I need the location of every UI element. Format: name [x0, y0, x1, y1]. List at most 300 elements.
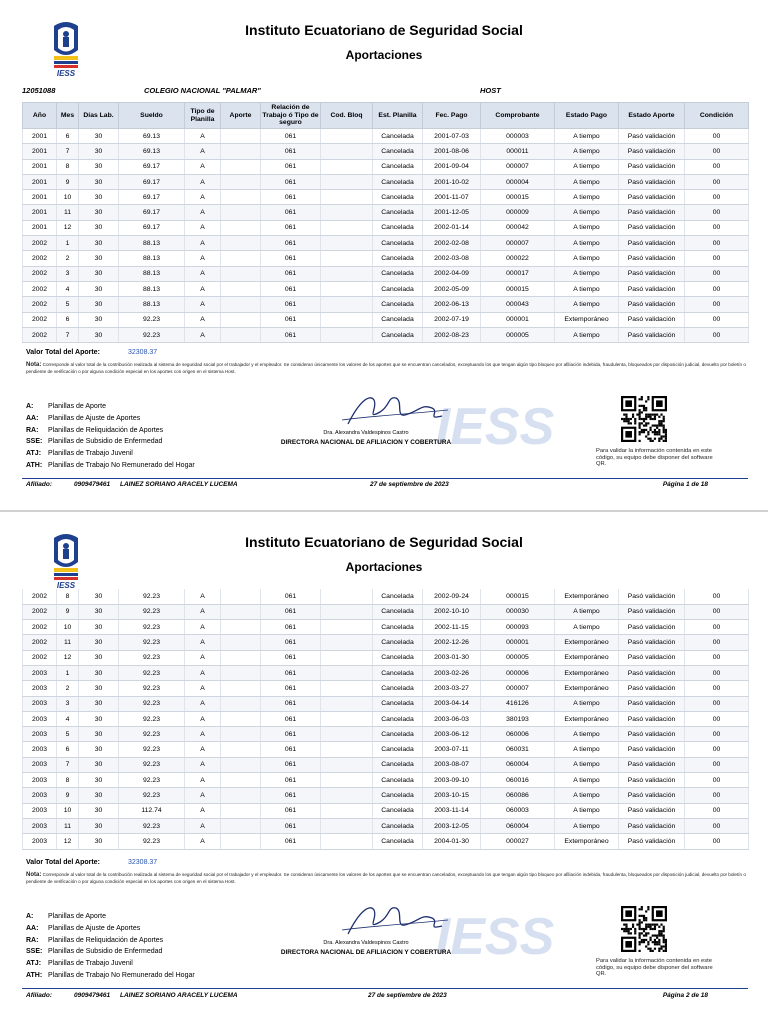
table-row [23, 190, 749, 205]
table-cell: Pasó validación [619, 803, 685, 818]
table-cell: 2002-05-09 [423, 281, 481, 296]
table-cell: A [185, 757, 221, 772]
signatory-role: DIRECTORA NACIONAL DE AFILIACION Y COBERTURA [280, 949, 452, 956]
table-cell: Cancelada [373, 696, 423, 711]
table-cell [321, 589, 373, 604]
table-cell: 2003 [23, 696, 57, 711]
table-cell: 2002-03-08 [423, 251, 481, 266]
table-cell: 69.17 [119, 220, 185, 235]
table-cell [221, 312, 261, 327]
table-cell: 2001 [23, 190, 57, 205]
table-cell: 9 [57, 788, 79, 803]
table-cell: 061 [261, 312, 321, 327]
table-cell [321, 312, 373, 327]
table-cell: A [185, 159, 221, 174]
table-cell [221, 665, 261, 680]
table-cell [221, 818, 261, 833]
note [26, 872, 748, 884]
affiliate-label: Afiliado: [26, 992, 52, 999]
table-cell [321, 742, 373, 757]
note [26, 362, 748, 374]
table-cell: 30 [79, 129, 119, 144]
table-cell: 92.23 [119, 604, 185, 619]
table-cell: Cancelada [373, 190, 423, 205]
table-cell: 061 [261, 711, 321, 726]
table-cell: A [185, 635, 221, 650]
table-cell: 2001 [23, 159, 57, 174]
column-header: Condición [685, 103, 749, 129]
table-cell: A [185, 665, 221, 680]
table-cell: 000001 [481, 635, 555, 650]
table-cell: 30 [79, 788, 119, 803]
table-cell: 00 [685, 144, 749, 159]
table-cell: 061 [261, 727, 321, 742]
table-cell: 6 [57, 742, 79, 757]
table-cell: A tiempo [555, 281, 619, 296]
table-cell: 061 [261, 205, 321, 220]
affiliate-id: 0909479461 [74, 481, 111, 488]
table-cell: 30 [79, 818, 119, 833]
table-cell: 00 [685, 236, 749, 251]
table-cell: 00 [685, 788, 749, 803]
table-cell: A tiempo [555, 266, 619, 281]
table-cell: Pasó validación [619, 589, 685, 604]
table-cell: Cancelada [373, 803, 423, 818]
table-cell: Cancelada [373, 620, 423, 635]
table-cell: 000007 [481, 681, 555, 696]
table-cell: 2002 [23, 620, 57, 635]
legend-item [26, 958, 195, 970]
table-cell: 92.23 [119, 834, 185, 849]
page-number: Página 1 de 18 [662, 481, 708, 488]
legend-key: ATJ: [26, 960, 42, 968]
table-cell: 69.17 [119, 205, 185, 220]
table-cell: 2003-08-07 [423, 757, 481, 772]
table-cell: A [185, 220, 221, 235]
table-cell: 060086 [481, 788, 555, 803]
table-cell: 061 [261, 327, 321, 342]
table-cell: A [185, 251, 221, 266]
table-cell: 061 [261, 665, 321, 680]
table-cell: 000015 [481, 589, 555, 604]
table-row [23, 312, 749, 327]
table-cell: A [185, 727, 221, 742]
table-cell: 061 [261, 589, 321, 604]
table-cell: 7 [57, 327, 79, 342]
table-cell: Pasó validación [619, 604, 685, 619]
table-cell: 9 [57, 174, 79, 189]
table-cell: A tiempo [555, 251, 619, 266]
table-cell: A [185, 174, 221, 189]
table-cell: 000027 [481, 834, 555, 849]
signature-scribble [330, 900, 460, 942]
employer-name: COLEGIO NACIONAL "PALMAR" [144, 86, 261, 95]
table-cell: 30 [79, 266, 119, 281]
table-cell [221, 159, 261, 174]
total-contribution [26, 349, 158, 356]
table-cell [221, 589, 261, 604]
table-cell: Pasó validación [619, 144, 685, 159]
footer-divider [22, 478, 748, 479]
table-cell: Pasó validación [619, 327, 685, 342]
legend-text: Planillas de Reliquidación de Aportes [48, 936, 164, 944]
table-cell: 30 [79, 665, 119, 680]
legend-key: RA: [26, 936, 39, 944]
table-cell: 00 [685, 589, 749, 604]
legend-item [26, 460, 195, 472]
table-row [23, 788, 749, 803]
table-cell: Cancelada [373, 711, 423, 726]
table-cell: Pasó validación [619, 174, 685, 189]
note-text: Corresponde al valor total de la contribución realizada al sistema de seguridad social por el trabajador y el empleador. Se consideran únicamente los valores de los aportes que se encuentran cancelados, exceptuando los que tengan algún tipo bloqueo por afiliación indebida, fraudulenta, bloqueados por disposición judicial, devuelto por boletín o pendiente de verificación o por alguna condición especial en los aportes con origen en el sistema Host. [26, 362, 746, 374]
table-cell: 061 [261, 773, 321, 788]
document-title: Instituto Ecuatoriano de Seguridad Social [245, 534, 523, 550]
table-cell: Cancelada [373, 665, 423, 680]
table-cell: 2003 [23, 757, 57, 772]
table-cell [221, 788, 261, 803]
table-cell: 5 [57, 297, 79, 312]
table-cell: 2003 [23, 773, 57, 788]
table-cell [321, 327, 373, 342]
table-cell: 2003 [23, 681, 57, 696]
table-cell: 00 [685, 297, 749, 312]
table-cell: 30 [79, 711, 119, 726]
table-cell: 2002 [23, 589, 57, 604]
table-cell: 000006 [481, 665, 555, 680]
table-cell: 12 [57, 834, 79, 849]
table-cell: 416126 [481, 696, 555, 711]
table-cell: 000005 [481, 327, 555, 342]
table-cell: 000007 [481, 159, 555, 174]
watermark-text: IESS [435, 398, 555, 456]
table-cell: 061 [261, 190, 321, 205]
legend-text: Planillas de Subsidio de Enfermedad [48, 438, 163, 446]
table-cell: 00 [685, 727, 749, 742]
table-cell: Cancelada [373, 742, 423, 757]
table-cell: 10 [57, 190, 79, 205]
table-cell: Cancelada [373, 773, 423, 788]
table-cell: 2001-09-04 [423, 159, 481, 174]
table-cell: 11 [57, 635, 79, 650]
table-cell: Cancelada [373, 681, 423, 696]
table-cell: 000043 [481, 297, 555, 312]
table-header [23, 103, 749, 129]
table-cell: 92.23 [119, 620, 185, 635]
footer [26, 992, 748, 1002]
table-cell [321, 174, 373, 189]
table-cell: 000001 [481, 312, 555, 327]
table-cell: A [185, 297, 221, 312]
table-cell: 00 [685, 190, 749, 205]
table-cell: 000093 [481, 620, 555, 635]
legend [26, 401, 195, 472]
table-cell: Cancelada [373, 174, 423, 189]
table-cell: Cancelada [373, 281, 423, 296]
legend-item [26, 425, 195, 437]
table-cell: A [185, 681, 221, 696]
table-cell: 000009 [481, 205, 555, 220]
table-row [23, 129, 749, 144]
table-cell: Pasó validación [619, 818, 685, 833]
table-cell: 92.23 [119, 635, 185, 650]
table-cell: A [185, 190, 221, 205]
table-cell [321, 711, 373, 726]
table-cell: 112.74 [119, 803, 185, 818]
table-cell: 2003-02-26 [423, 665, 481, 680]
table-cell [221, 205, 261, 220]
table-cell: 00 [685, 742, 749, 757]
table-cell: A [185, 589, 221, 604]
affiliate-id: 0909479461 [74, 992, 111, 999]
table-cell: 5 [57, 727, 79, 742]
table-cell: 10 [57, 803, 79, 818]
table-cell: 2001 [23, 205, 57, 220]
table-cell: 4 [57, 281, 79, 296]
table-cell: 2002 [23, 297, 57, 312]
table-cell: 30 [79, 190, 119, 205]
table-cell: 88.13 [119, 236, 185, 251]
column-header: Comprobante [481, 103, 555, 129]
table-cell: 2001-07-03 [423, 129, 481, 144]
table-row [23, 665, 749, 680]
table-cell: 000011 [481, 144, 555, 159]
table-cell: 060016 [481, 773, 555, 788]
table-cell: 2003-04-14 [423, 696, 481, 711]
table-cell: Cancelada [373, 159, 423, 174]
table-cell: 00 [685, 251, 749, 266]
table-cell: 12 [57, 220, 79, 235]
table-row [23, 742, 749, 757]
table-cell: 2002-07-19 [423, 312, 481, 327]
table-cell [221, 834, 261, 849]
table-cell [221, 727, 261, 742]
table-cell: 061 [261, 696, 321, 711]
table-cell: 2001 [23, 129, 57, 144]
table-cell: 00 [685, 681, 749, 696]
table-cell: 9 [57, 604, 79, 619]
table-cell: 061 [261, 803, 321, 818]
table-cell: 000017 [481, 266, 555, 281]
table-cell: Cancelada [373, 818, 423, 833]
table-cell: 000015 [481, 281, 555, 296]
table-cell [321, 665, 373, 680]
table-cell: 6 [57, 312, 79, 327]
table-cell: Cancelada [373, 144, 423, 159]
table-row [23, 144, 749, 159]
table-cell: 000004 [481, 174, 555, 189]
table-cell: 00 [685, 620, 749, 635]
table-cell: 2003-10-15 [423, 788, 481, 803]
table-cell [321, 681, 373, 696]
table-cell: 30 [79, 589, 119, 604]
table-cell: 92.23 [119, 650, 185, 665]
table-cell: A tiempo [555, 742, 619, 757]
total-label: Valor Total del Aporte: [26, 349, 100, 356]
table-cell: 061 [261, 129, 321, 144]
table-cell [321, 236, 373, 251]
table-cell: 88.13 [119, 251, 185, 266]
legend-key: RA: [26, 426, 39, 434]
table-row [23, 803, 749, 818]
table-row [23, 681, 749, 696]
table-cell: Pasó validación [619, 205, 685, 220]
table-row [23, 174, 749, 189]
table-cell: 30 [79, 681, 119, 696]
table-cell [221, 757, 261, 772]
legend-key: SSE: [26, 948, 43, 956]
table-cell: 00 [685, 604, 749, 619]
table-cell: 000042 [481, 220, 555, 235]
table-cell: Cancelada [373, 834, 423, 849]
table-cell: 2002 [23, 604, 57, 619]
affiliate-name: LAINEZ SORIANO ARACELY LUCEMA [120, 992, 238, 999]
watermark-text: IESS [435, 908, 555, 966]
signature-scribble [330, 390, 460, 432]
table-cell: 2003-12-05 [423, 818, 481, 833]
table-cell: 92.23 [119, 696, 185, 711]
table-cell: Cancelada [373, 635, 423, 650]
table-cell: 00 [685, 818, 749, 833]
table-body [23, 129, 749, 343]
table-cell: Cancelada [373, 757, 423, 772]
table-cell: 00 [685, 327, 749, 342]
table-cell: 2003-06-12 [423, 727, 481, 742]
table-cell: 2003-03-27 [423, 681, 481, 696]
affiliate-name: LAINEZ SORIANO ARACELY LUCEMA [120, 481, 238, 488]
table-cell: Pasó validación [619, 757, 685, 772]
table-cell: 8 [57, 159, 79, 174]
employer-row [22, 86, 748, 98]
table-cell [321, 757, 373, 772]
table-row [23, 773, 749, 788]
table-cell: 2001-10-02 [423, 174, 481, 189]
table-cell: A tiempo [555, 818, 619, 833]
document-title: Instituto Ecuatoriano de Seguridad Social [245, 22, 523, 38]
legend-item [26, 436, 195, 448]
column-header: Tipo de Planilla [185, 103, 221, 129]
table-cell: Pasó validación [619, 266, 685, 281]
table-cell: 2003-11-14 [423, 803, 481, 818]
table-cell: 00 [685, 773, 749, 788]
table-cell: 92.23 [119, 757, 185, 772]
table-cell [321, 251, 373, 266]
table-cell: 061 [261, 757, 321, 772]
table-cell: 2001-12-05 [423, 205, 481, 220]
table-cell: Pasó validación [619, 742, 685, 757]
table-cell: Pasó validación [619, 665, 685, 680]
table-cell [321, 281, 373, 296]
table-body [23, 589, 749, 849]
footer-date: 27 de septiembre de 2023 [370, 481, 449, 488]
table-cell: A tiempo [555, 620, 619, 635]
table-cell: 30 [79, 220, 119, 235]
table-cell [221, 604, 261, 619]
table-cell: Cancelada [373, 650, 423, 665]
table-cell: A tiempo [555, 327, 619, 342]
table-cell: 061 [261, 742, 321, 757]
table-cell [221, 236, 261, 251]
table-cell: 88.13 [119, 297, 185, 312]
table-cell: 2002-02-08 [423, 236, 481, 251]
qr-code-icon [621, 396, 667, 442]
table-cell: A [185, 711, 221, 726]
table-row [23, 620, 749, 635]
signatory-name: Dra. Alexandra Valdespinos Castro [323, 940, 409, 946]
table-cell: A [185, 803, 221, 818]
table-row [23, 297, 749, 312]
legend-key: AA: [26, 414, 39, 422]
table-cell: Cancelada [373, 266, 423, 281]
page-number: Página 2 de 18 [662, 992, 708, 999]
table-cell: Pasó validación [619, 620, 685, 635]
column-header: Relación de Trabajo ó Tipo de seguro [261, 103, 321, 129]
table-cell: 2003-07-11 [423, 742, 481, 757]
table-row [23, 205, 749, 220]
table-cell: 92.23 [119, 727, 185, 742]
legend-key: AA: [26, 924, 39, 932]
table-cell: A [185, 129, 221, 144]
table-cell: Pasó validación [619, 220, 685, 235]
table-cell [221, 144, 261, 159]
column-header: Días Lab. [79, 103, 119, 129]
table-cell: Cancelada [373, 205, 423, 220]
table-cell: 30 [79, 312, 119, 327]
table-cell: 2003 [23, 788, 57, 803]
table-cell: 000003 [481, 129, 555, 144]
table-cell: 30 [79, 159, 119, 174]
legend-text: Planillas de Trabajo Juvenil [48, 450, 133, 458]
table-row [23, 220, 749, 235]
total-contribution [26, 859, 158, 866]
table-cell: 00 [685, 159, 749, 174]
table-cell: A [185, 604, 221, 619]
table-row [23, 818, 749, 833]
legend-text: Planillas de Trabajo No Remunerado del Hogar [48, 971, 195, 979]
table-cell [321, 650, 373, 665]
table-cell: 30 [79, 144, 119, 159]
legend-key: ATH: [26, 461, 43, 469]
table-cell [221, 773, 261, 788]
table-cell: 30 [79, 604, 119, 619]
table-cell [221, 129, 261, 144]
table-cell: 2002 [23, 266, 57, 281]
table-cell: Pasó validación [619, 251, 685, 266]
table-cell: A [185, 236, 221, 251]
table-cell: 30 [79, 727, 119, 742]
table-cell: 2002 [23, 312, 57, 327]
column-header: Mes [57, 103, 79, 129]
table-cell [321, 834, 373, 849]
legend-text: Planillas de Aporte [48, 913, 106, 920]
table-cell: A tiempo [555, 159, 619, 174]
document-page-2 [0, 512, 768, 1022]
table-cell [321, 773, 373, 788]
table-cell: 30 [79, 205, 119, 220]
legend-text: Planillas de Reliquidación de Aportes [48, 426, 164, 434]
table-cell [321, 129, 373, 144]
table-cell [221, 190, 261, 205]
table-cell: 2003 [23, 665, 57, 680]
legend-key: A: [26, 403, 34, 410]
table-cell: 69.17 [119, 159, 185, 174]
table-cell: 1 [57, 665, 79, 680]
table-cell: 061 [261, 297, 321, 312]
table-cell: Pasó validación [619, 788, 685, 803]
table-cell: 2003 [23, 803, 57, 818]
table-cell: A tiempo [555, 604, 619, 619]
table-cell [221, 327, 261, 342]
legend-item [26, 911, 195, 923]
